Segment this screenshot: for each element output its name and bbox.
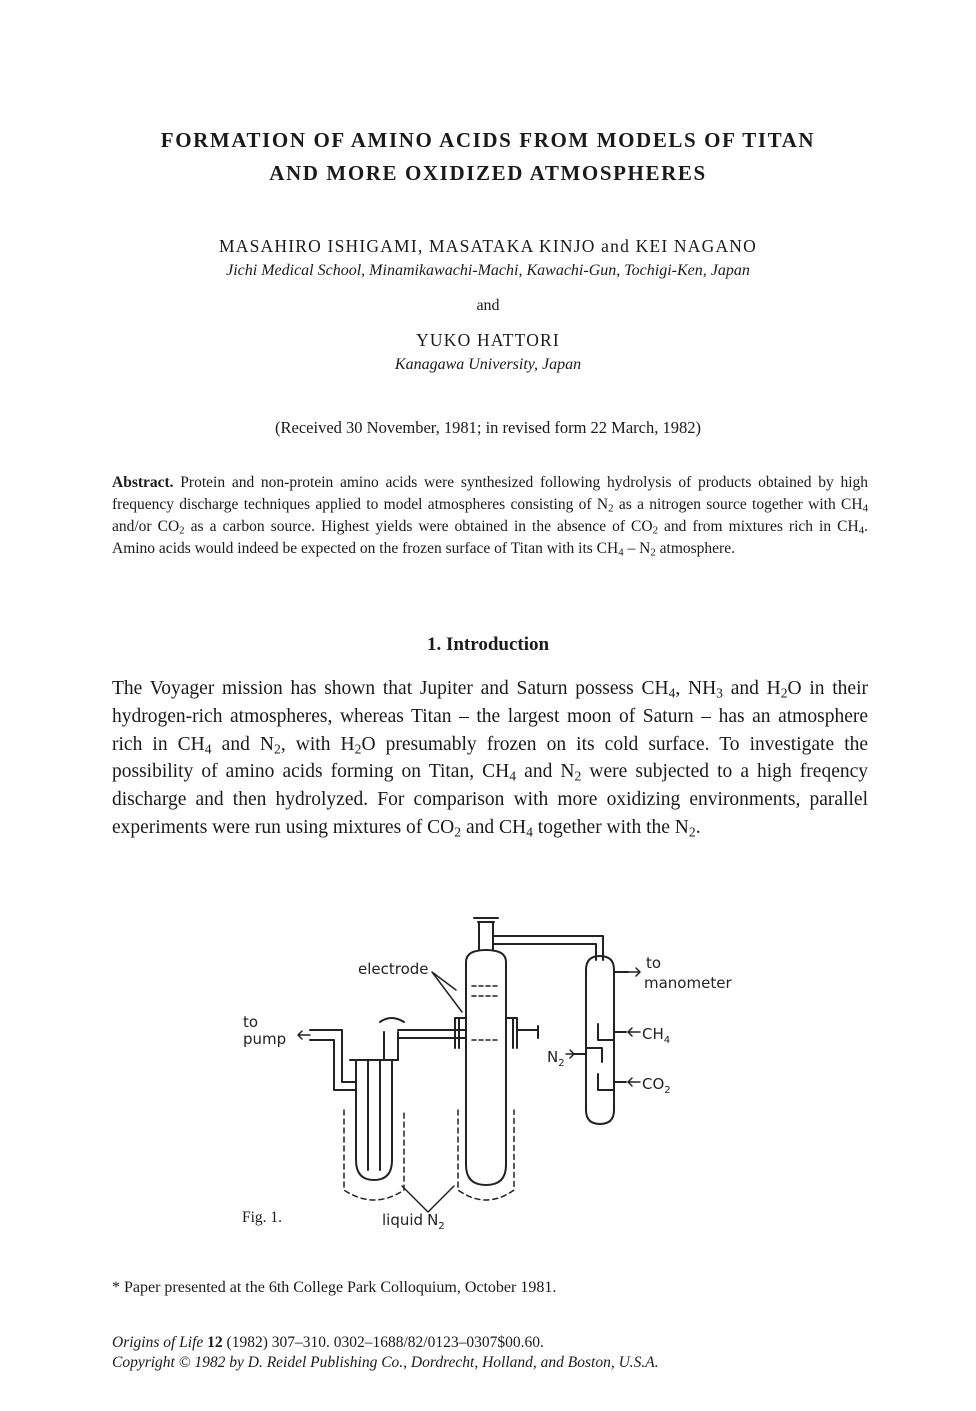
label-co2: $CO_2$ bbox=[642, 1075, 671, 1096]
co2-arrow bbox=[628, 1078, 640, 1086]
label-to-pump: to bbox=[243, 1013, 259, 1031]
journal-volume: 12 bbox=[207, 1334, 223, 1351]
apparatus-figure bbox=[236, 908, 756, 1238]
liquid-pointer bbox=[402, 1186, 454, 1212]
label-pump: pump bbox=[243, 1030, 287, 1048]
affiliation-1: Jichi Medical School, Minamikawachi-Machi, Kawachi-Gun, Tochigi-Ken, Japan bbox=[226, 262, 750, 279]
manometer-arrow bbox=[628, 968, 640, 976]
n2-arrow bbox=[566, 1050, 574, 1058]
intro-text: , with H bbox=[280, 733, 355, 755]
abstract-text: – N bbox=[623, 540, 651, 557]
label-manometer: manometer bbox=[644, 974, 732, 992]
subscript: 4 bbox=[204, 741, 212, 756]
intro-text: were subjected to a high freqency discharge and then hydrolyzed. For comparison with more oxidizing environments, parallel experiments were run using mixtures of CO bbox=[112, 761, 869, 838]
journal-pages: (1982) 307–310. 0302–1688/82/0123–0307$00.60. bbox=[222, 1334, 544, 1351]
subscript: 2 bbox=[354, 741, 362, 756]
citation-line bbox=[112, 1333, 659, 1353]
intro-text: and CH bbox=[461, 816, 527, 838]
subscript: 2 bbox=[179, 524, 185, 537]
left-trap-inner bbox=[368, 1060, 380, 1170]
title-line-1: FORMATION OF AMINO ACIDS FROM MODELS OF TITAN bbox=[160, 128, 816, 152]
abstract-text: and from mixtures rich in CH bbox=[658, 518, 859, 535]
author-2: YUKO HATTORI bbox=[416, 330, 560, 350]
journal-info bbox=[112, 1333, 659, 1373]
subscript: 2 bbox=[652, 524, 659, 537]
subscript: 4 bbox=[526, 824, 533, 840]
abstract-text: as a carbon source. Highest yields were obtained in the absence of CO bbox=[184, 518, 653, 535]
copyright-line bbox=[112, 1353, 659, 1373]
electrode-right bbox=[506, 1018, 517, 1048]
abstract-text: Protein and non-protein amino acids were synthesized following hydrolysis of products obtained by high frequency discharge techniques applied to model atmospheres consisting of N bbox=[112, 474, 868, 513]
abstract-text: as a nitrogen source together with CH bbox=[613, 496, 863, 513]
copyright-text: Copyright © 1982 by D. Reidel Publishing Co., Dordrecht, Holland, and Boston, U.S.A. bbox=[112, 1354, 659, 1371]
stopcock-top bbox=[474, 918, 498, 922]
subscript: 2 bbox=[274, 741, 281, 756]
top-connector-tube bbox=[493, 936, 603, 960]
electrode-pointer bbox=[432, 972, 462, 1012]
abstract-text: atmosphere. bbox=[655, 540, 735, 557]
abstract bbox=[112, 472, 868, 560]
label-to-manometer: to bbox=[646, 954, 662, 972]
journal-name: Origins of Life bbox=[112, 1334, 204, 1351]
electrode-gap bbox=[472, 986, 500, 1040]
abstract-text: . Amino acids would indeed be expected on the frozen surface of Titan with its CH bbox=[112, 518, 868, 557]
intro-text: , NH bbox=[675, 678, 717, 699]
electrode-left bbox=[455, 1018, 466, 1048]
subscript: 2 bbox=[574, 768, 582, 784]
received-dates: (Received 30 November, 1981; in revised form 22 March, 1982) bbox=[275, 418, 701, 437]
label-ch4: $CH_4$ bbox=[642, 1025, 671, 1046]
left-trap bbox=[356, 1060, 392, 1180]
subscript: 2 bbox=[780, 685, 788, 701]
ch4-port bbox=[598, 1024, 626, 1040]
subscript: 4 bbox=[858, 524, 865, 537]
subscript: 4 bbox=[668, 685, 676, 701]
n2-port bbox=[574, 1048, 602, 1062]
label-liquid-n2: liquid $N_2$ bbox=[382, 1211, 445, 1232]
pump-arrow bbox=[298, 1031, 310, 1039]
subscript: 4 bbox=[618, 546, 624, 559]
intro-paragraph bbox=[112, 675, 868, 842]
footnote: * Paper presented at the 6th College Park Colloquium, October 1981. bbox=[112, 1279, 557, 1296]
intro-text: O presumably frozen on its cold surface. To investigate the possibility of amino acids forming on Titan, CH bbox=[112, 733, 869, 783]
ch4-arrow bbox=[628, 1028, 640, 1036]
subscript: 2 bbox=[688, 824, 696, 840]
authors: MASAHIRO ISHIGAMI, MASATAKA KINJO and KEI NAGANO bbox=[219, 236, 757, 256]
stopcock-column bbox=[479, 922, 493, 950]
left-dewar bbox=[344, 1110, 404, 1200]
section-heading: 1. Introduction bbox=[426, 634, 550, 655]
intro-text: and N bbox=[211, 733, 274, 755]
subscript: 3 bbox=[716, 685, 723, 701]
subscript: 4 bbox=[862, 502, 868, 515]
abstract-label: Abstract. bbox=[112, 474, 174, 491]
co2-port bbox=[598, 1074, 626, 1090]
paper-title bbox=[0, 124, 976, 190]
subscript: 2 bbox=[650, 546, 656, 559]
abstract-text: and/or CO bbox=[112, 518, 180, 535]
title-line-2: AND MORE OXIDIZED ATMOSPHERES bbox=[269, 161, 707, 185]
intro-text: and N bbox=[516, 761, 575, 783]
intro-text: The Voyager mission has shown that Jupiter and Saturn possess CH bbox=[112, 678, 669, 699]
intro-text: and H bbox=[722, 678, 781, 699]
intro-text: . bbox=[695, 816, 701, 838]
and-separator: and bbox=[476, 297, 500, 314]
label-n2: $N_2$ bbox=[547, 1048, 565, 1069]
affiliation-2: Kanagawa University, Japan bbox=[394, 356, 582, 373]
intro-text: O in their hydrogen-rich atmospheres, whereas Titan – the largest moon of Saturn – has an atmosphere rich in CH bbox=[112, 678, 868, 755]
subscript: 2 bbox=[454, 824, 462, 840]
subscript: 4 bbox=[509, 768, 517, 784]
subscript: 2 bbox=[608, 502, 614, 515]
figure-caption: Fig. 1. bbox=[242, 1209, 283, 1226]
label-electrode: electrode bbox=[358, 960, 429, 978]
intro-text: together with the N bbox=[532, 816, 689, 838]
